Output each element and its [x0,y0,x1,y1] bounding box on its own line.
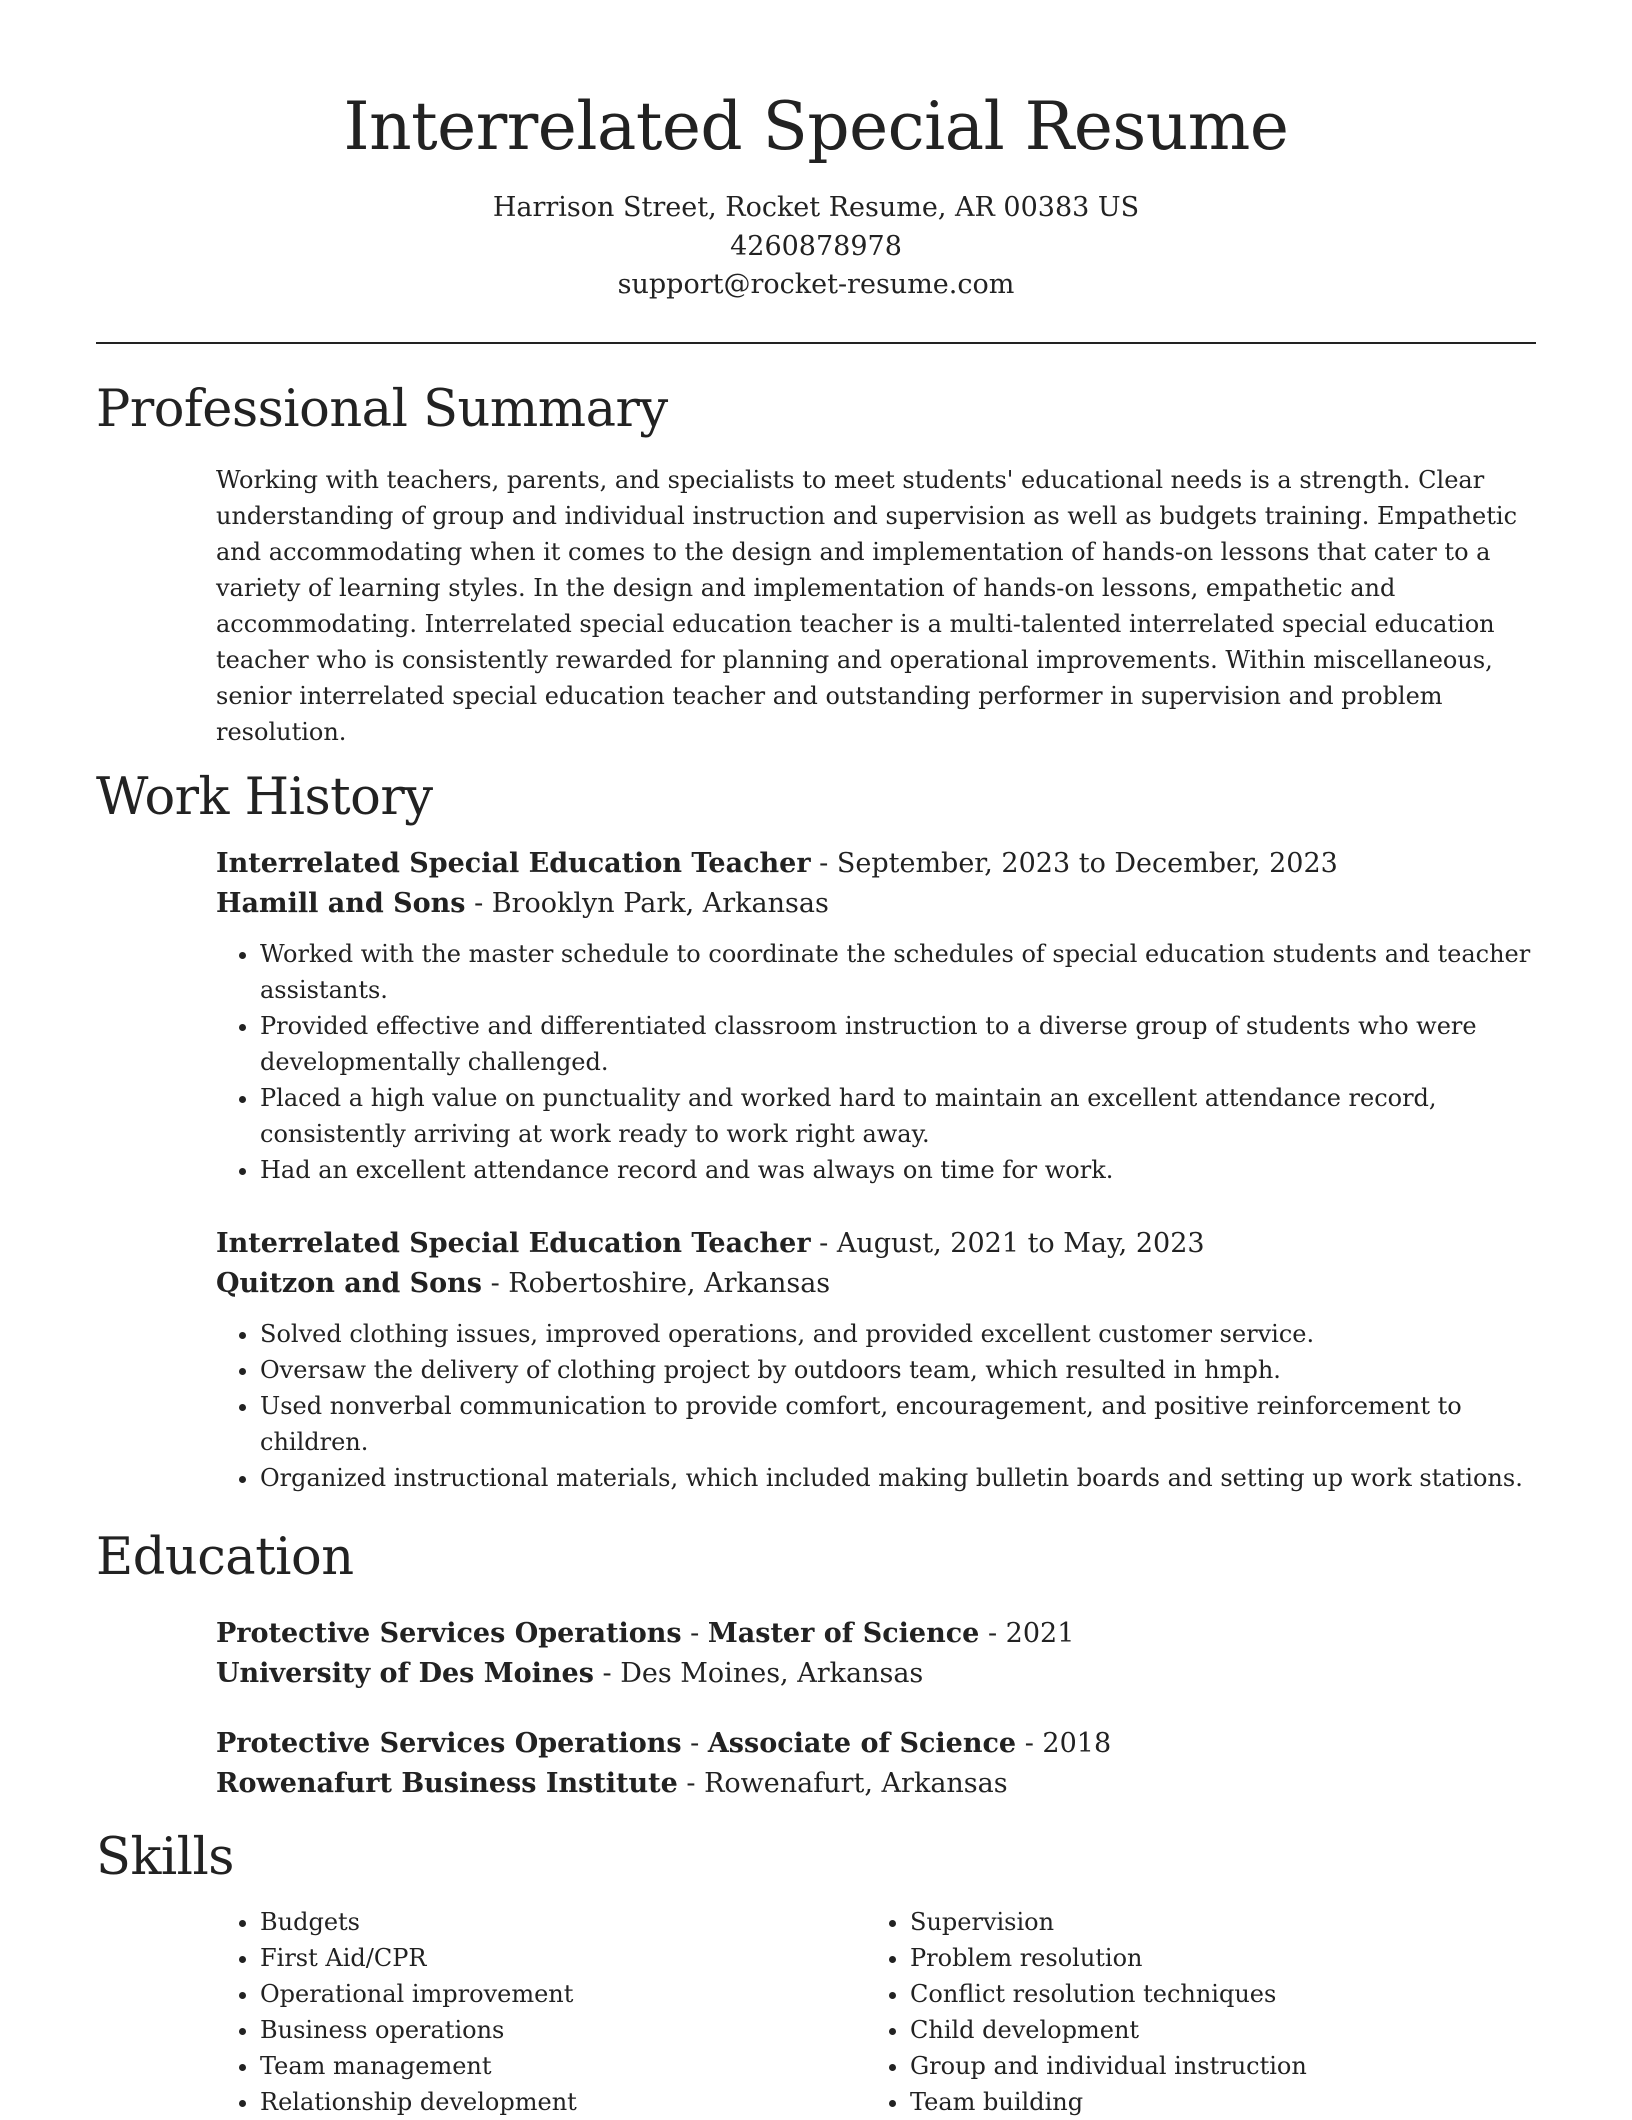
skill-item: • Group and individual instruction [910,2048,1530,2084]
job-position: Interrelated Special Education Teacher [216,1228,811,1259]
contact-phone: 4260878978 [730,231,902,262]
education-field: Protective Services Operations [216,1728,682,1759]
job-title-line [216,1224,1536,1264]
resume-name: Interrelated Special Resume [343,88,1289,165]
separator: - [593,1658,621,1689]
education-degree-line [216,1614,1536,1654]
job-bullet: • Solved clothing issues, improved operations, and provided excellent customer service. [260,1316,1536,1352]
education-degree: Master of Science [707,1618,980,1649]
education-year: 2021 [1005,1618,1075,1649]
job-bullet: • Had an excellent attendance record and was always on time for work. [260,1152,1536,1188]
education-year: 2018 [1042,1728,1112,1759]
skill-item: • Budgets [260,1904,860,1940]
job-bullet: • Oversaw the delivery of clothing project by outdoors team, which resulted in hmph. [260,1352,1536,1388]
skills-column-right [866,1904,1530,2120]
job-company: Hamill and Sons [216,888,466,919]
skill-item: • First Aid/CPR [260,1940,860,1976]
job-location: Brooklyn Park, Arkansas [491,888,829,919]
job-entry [216,1224,1536,1496]
job-position: Interrelated Special Education Teacher [216,848,811,879]
separator: - [681,1728,708,1759]
job-bullet: • Organized instructional materials, which included making bulletin boards and setting up work stations. [260,1460,1536,1496]
education-degree-line [216,1724,1536,1764]
education-school: Rowenafurt Business Institute [216,1768,678,1799]
education-heading: Education [96,1528,354,1587]
separator: - [681,1618,708,1649]
skills-column-left [216,1904,860,2120]
skill-item: • Business operations [260,2012,860,2048]
skill-item: • Team building [910,2084,1530,2120]
skill-item: • Relationship development [260,2084,860,2120]
education-entry [216,1614,1536,1694]
separator: - [810,848,837,879]
job-company: Quitzon and Sons [216,1268,482,1299]
education-degree: Associate of Science [707,1728,1017,1759]
separator: - [677,1768,705,1799]
skills-heading: Skills [96,1828,234,1887]
summary-heading: Professional Summary [96,380,668,439]
work-history-heading: Work History [96,768,433,827]
separator: - [810,1228,837,1259]
separator: - [979,1618,1006,1649]
education-entry [216,1724,1536,1804]
skill-item: • Operational improvement [260,1976,860,2012]
education-location: Des Moines, Arkansas [620,1658,924,1689]
education-school-line [216,1764,1536,1804]
skill-item: • Problem resolution [910,1940,1530,1976]
education-field: Protective Services Operations [216,1618,682,1649]
job-bullet: • Used nonverbal communication to provide comfort, encouragement, and positive reinforcement to children. [260,1388,1536,1460]
job-dates: September, 2023 to December, 2023 [836,848,1338,879]
skill-item: • Conflict resolution techniques [910,1976,1530,2012]
education-location: Rowenafurt, Arkansas [704,1768,1008,1799]
summary-text: Working with teachers, parents, and specialists to meet students' educational needs is a strength. Clear understanding of group and individual instruction and supervision as well as budgets training. Empathetic and accommodating when it comes to the design and implementation of hands-on lessons that cater to a variety of learning styles. In the design and implementation of hands-on lessons, empathetic and accommodating. Interrelated special education teacher is a multi-talented interrelated special education teacher who is consistently rewarded for planning and operational improvements. Within miscellaneous, senior interrelated special education teacher and outstanding performer in supervision and problem resolution. [216,466,1518,746]
job-bullets [216,1316,1536,1496]
job-location: Robertoshire, Arkansas [508,1268,831,1299]
job-bullet: • Placed a high value on punctuality and worked hard to maintain an excellent attendance record, consistently arriving at work ready to work right away. [260,1080,1536,1152]
contact-address: Harrison Street, Rocket Resume, AR 00383 US [492,192,1140,223]
separator: - [482,1268,509,1299]
job-dates: August, 2021 to May, 2023 [836,1228,1205,1259]
header-divider [96,342,1536,344]
job-bullets [216,936,1536,1188]
job-bullet: • Provided effective and differentiated classroom instruction to a diverse group of students who were developmentally challenged. [260,1008,1536,1080]
skill-item: • Supervision [910,1904,1530,1940]
job-company-line [216,1264,1536,1304]
job-bullet: • Worked with the master schedule to coordinate the schedules of special education students and teacher assistants. [260,936,1536,1008]
education-school: University of Des Moines [216,1658,594,1689]
job-company-line [216,884,1536,924]
contact-email: support@rocket-resume.com [617,269,1015,300]
job-entry [216,844,1536,1188]
skill-item: • Child development [910,2012,1530,2048]
education-school-line [216,1654,1536,1694]
separator: - [1016,1728,1043,1759]
separator: - [465,888,492,919]
job-title-line [216,844,1536,884]
skill-item: • Team management [260,2048,860,2084]
